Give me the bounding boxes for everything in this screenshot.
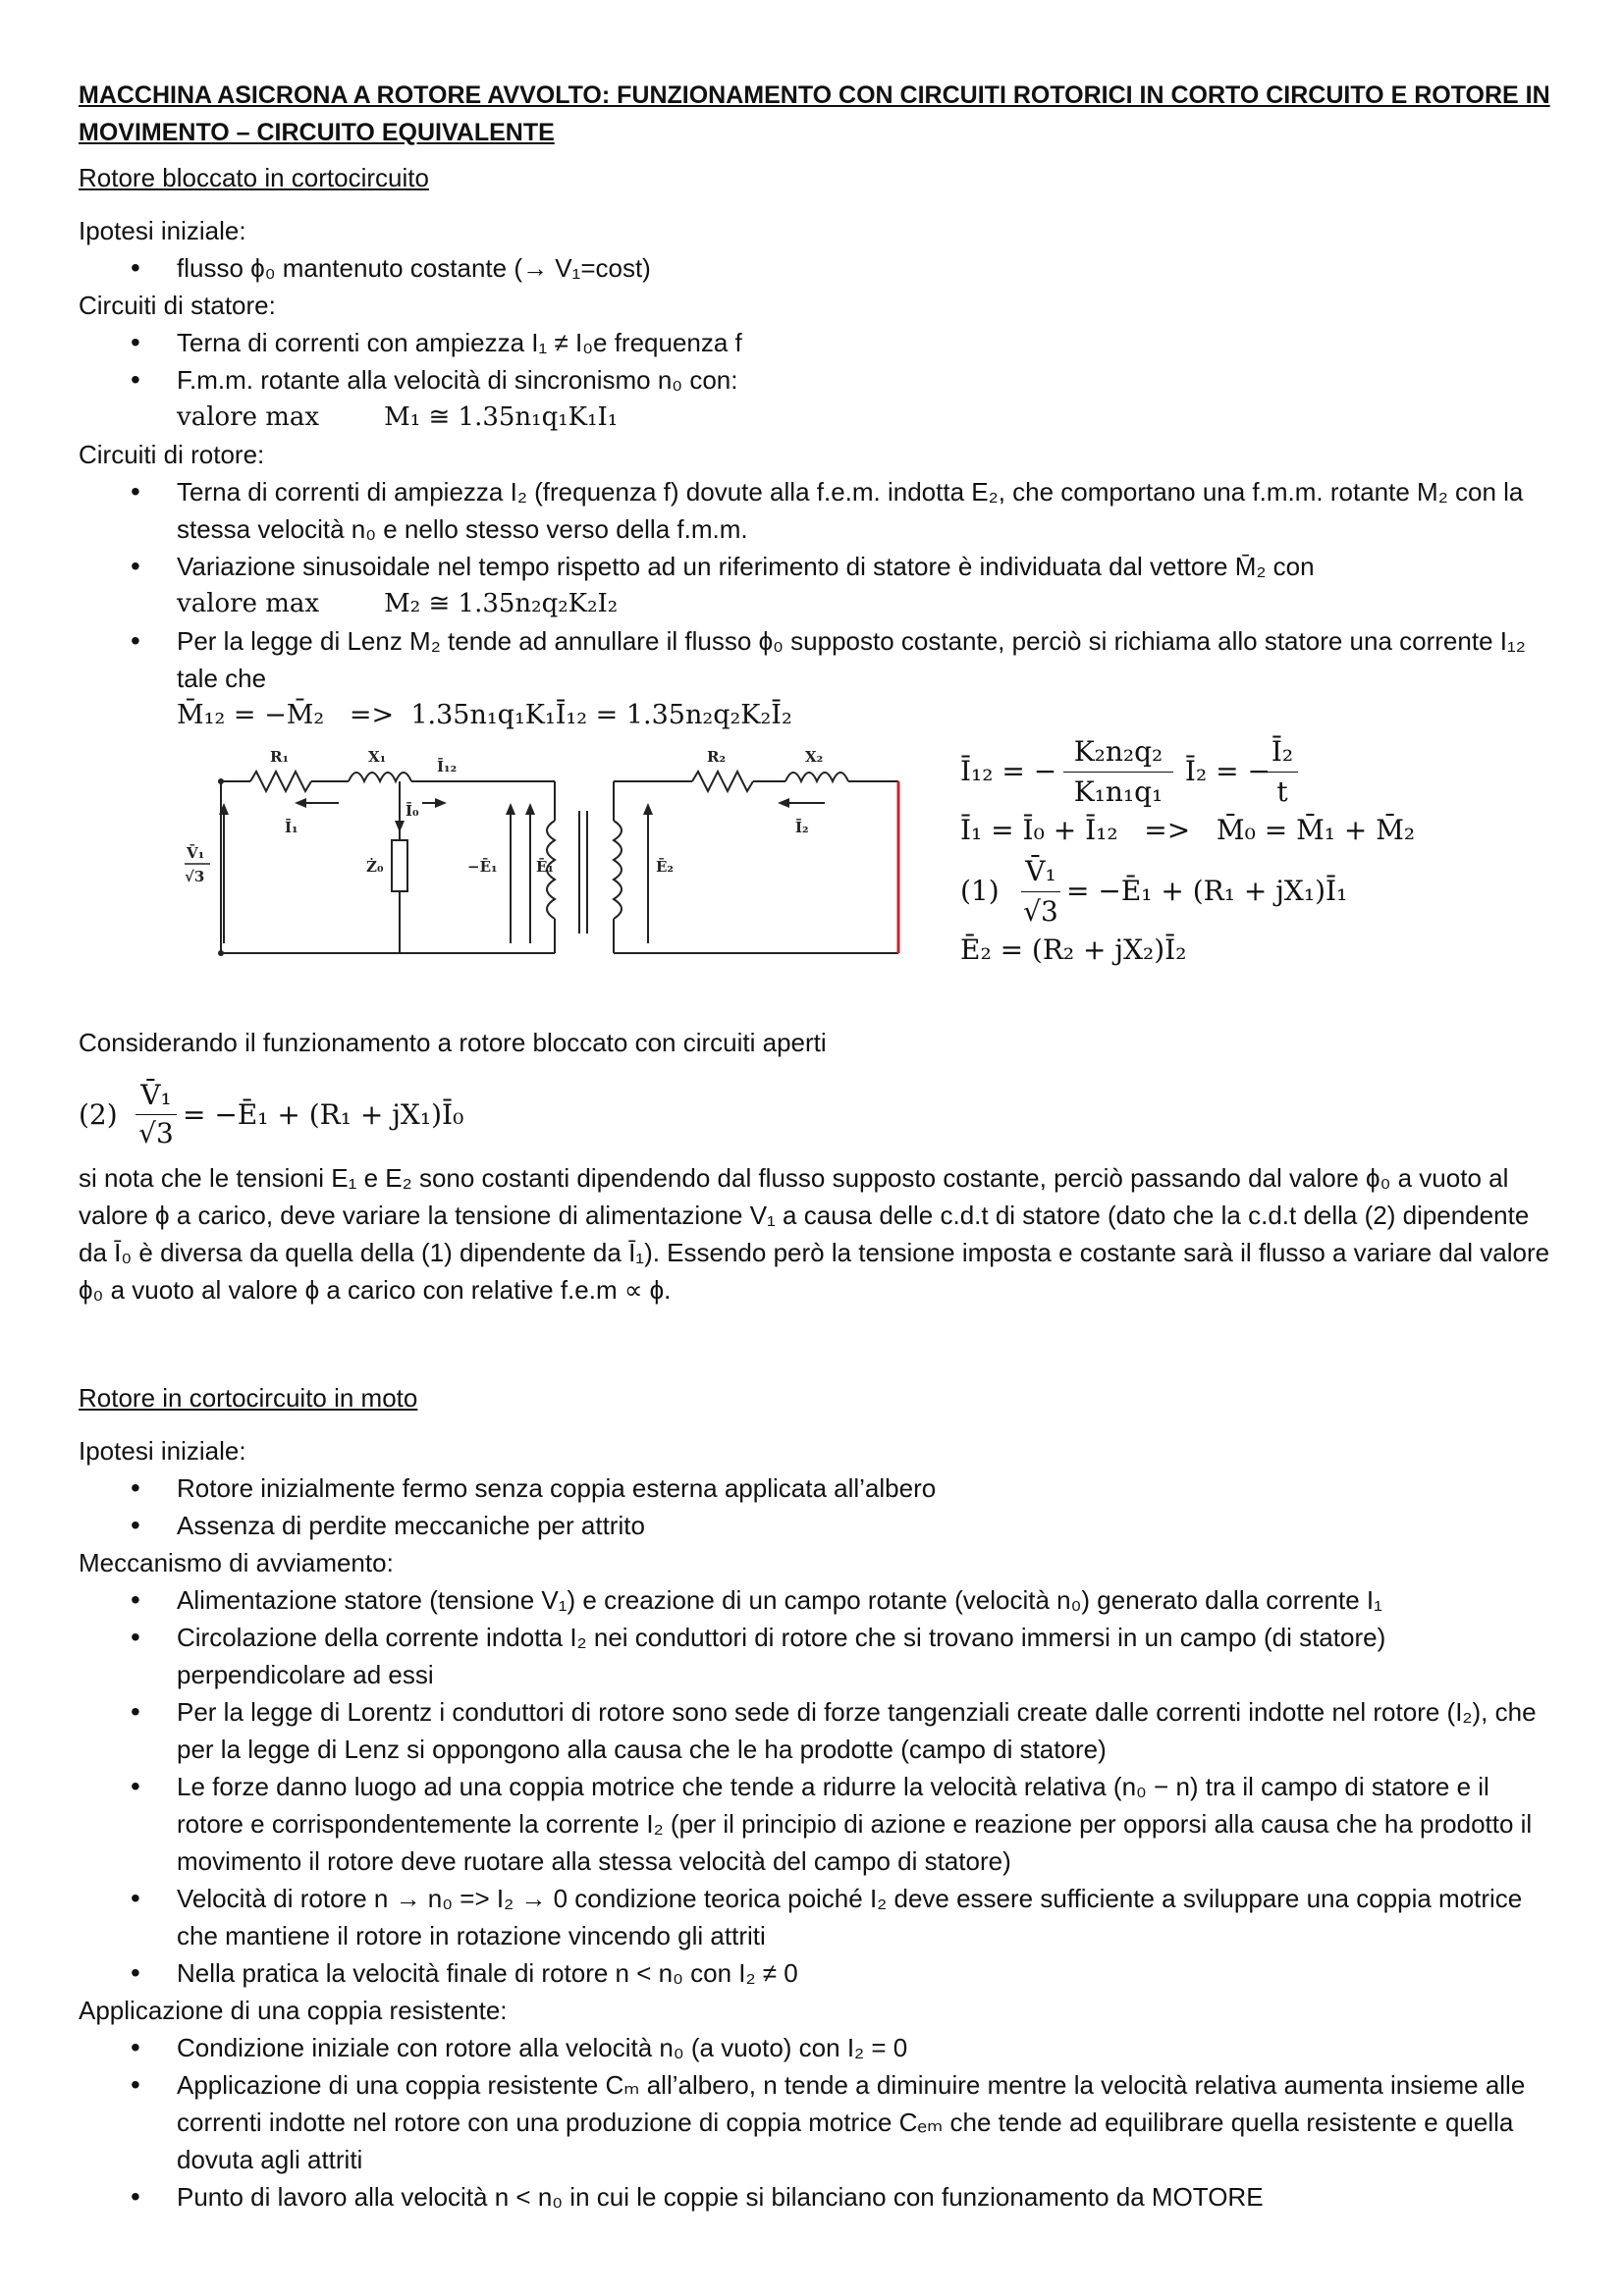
rotor-list bbox=[79, 473, 1551, 585]
equation-2-numerator: V̄₁ bbox=[140, 1079, 172, 1111]
list-item: • Punto di lavoro alla velocità n < n₀ in cui le coppie si bilanciano con funzionamento da MOTORE bbox=[79, 2178, 1551, 2216]
list-item: • Assenza di perdite meccaniche per attrito bbox=[79, 1507, 1551, 1544]
list-item: • Nella pratica la velocità finale di rotore n < n₀ con I₂ ≠ 0 bbox=[79, 1954, 1551, 1992]
list-item: • Applicazione di una coppia resistente Cₘ all’albero, n tende a diminuire mentre la velocità relativa aumenta insieme alle correnti indotte nel rotore con una produzione di coppia motrice Cₑₘ che tende ad equilibrare quella resistente e quella dovuta agli attriti bbox=[79, 2066, 1551, 2178]
equation-2-denominator: √3 bbox=[135, 1114, 177, 1152]
stator-list bbox=[79, 324, 1551, 399]
rotor-max-value: valore max M₂ ≅ 1.35n₂q₂K₂I₂ bbox=[177, 589, 619, 618]
list-item: • Per la legge di Lenz M₂ tende ad annullare il flusso ϕ₀ supposto costante, perciò si richiama allo statore una corrente I₁₂ tale che bbox=[79, 622, 1551, 697]
label-r2: R₂ bbox=[707, 748, 727, 766]
i12-denominator-2: t bbox=[1267, 772, 1298, 812]
equation-1-tag: (1) bbox=[960, 875, 1000, 907]
startup-label: Meccanismo di avviamento: bbox=[79, 1548, 394, 1577]
label-v1-num: V̄₁ bbox=[187, 844, 205, 862]
section-heading-blocked-rotor: Rotore bloccato in cortocircuito bbox=[79, 163, 429, 192]
label-r1: R₁ bbox=[270, 748, 290, 766]
i1-equation: Ī₁ = Ī₀ + Ī₁₂ => M̄₀ = M̄₁ + M̄₂ bbox=[960, 814, 1416, 846]
hypothesis-list-2 bbox=[79, 1469, 1551, 1544]
list-item: • Variazione sinusoidale nel tempo rispetto ad un riferimento di statore è individuata dal vettore M̄₂ con bbox=[79, 548, 1551, 585]
rotor-list-continued bbox=[79, 622, 1551, 697]
document-page bbox=[79, 77, 1551, 2216]
equation-1-numerator: V̄₁ bbox=[1025, 855, 1056, 887]
label-x2: X₂ bbox=[805, 748, 824, 766]
label-e1: Ē₁ bbox=[536, 858, 555, 876]
hypothesis-label: Ipotesi iniziale: bbox=[79, 216, 246, 245]
list-item: • Condizione iniziale con rotore alla velocità n₀ (a vuoto) con I₂ = 0 bbox=[79, 2029, 1551, 2066]
load-torque-label: Applicazione di una coppia resistente: bbox=[79, 1996, 508, 2025]
circuit-and-equations bbox=[79, 734, 1551, 1024]
label-i0: Ī₀ bbox=[406, 802, 419, 820]
list-item: • Alimentazione statore (tensione V₁) e creazione di un campo rotante (velocità n₀) generato dalla corrente I₁ bbox=[79, 1581, 1551, 1619]
list-item: • Terna di correnti con ampiezza I₁ ≠ I₀e frequenza f bbox=[79, 324, 1551, 361]
list-item: • Rotore inizialmente fermo senza coppia esterna applicata all’albero bbox=[79, 1469, 1551, 1507]
list-item: • Per la legge di Lorentz i conduttori di rotore sono sede di forze tangenziali create dalle correnti indotte nel rotore (I₂), che per la legge di Lenz si oppongono alla causa che le ha prodotte (campo di statore) bbox=[79, 1693, 1551, 1768]
label-v1-den: √3 bbox=[185, 868, 205, 885]
list-item: • flusso ϕ₀ mantenuto costante (→ V₁=cost) bbox=[79, 249, 1551, 287]
equation-1 bbox=[960, 850, 1415, 931]
e2-equation: Ē₂ = (R₂ + jX₂)Ī₂ bbox=[960, 934, 1187, 966]
load-torque-list bbox=[79, 2029, 1551, 2216]
section-heading-moving-rotor: Rotore in cortocircuito in moto bbox=[79, 1383, 418, 1413]
i12-lhs: Ī₁₂ = − bbox=[960, 755, 1057, 787]
rotor-label: Circuiti di rotore: bbox=[79, 440, 265, 469]
explanation-paragraph: si nota che le tensioni E₁ e E₂ sono costanti dipendendo dal flusso supposto costante, perciò passando dal valore ϕ₀ a vuoto al valore ϕ a carico, deve variare la tensione di alimentazione V₁ a causa delle c.d.t di statore (dato che la c.d.t della (2) dipendente da Ī₀ è diversa da quella della (1) dipendente da Ī₁). Essendo però la tensione imposta e costante sarà il flusso a variare dal valore ϕ₀ a vuoto al valore ϕ a carico con relative f.e.m ∝ ϕ. bbox=[79, 1163, 1550, 1305]
list-item: • Velocità di rotore n → n₀ => I₂ → 0 condizione teorica poiché I₂ deve essere sufficiente a sviluppare una coppia motrice che mantiene il rotore in rotazione vincendo gli attriti bbox=[79, 1880, 1551, 1954]
circuit-equations bbox=[960, 734, 1415, 970]
hypothesis-list bbox=[79, 249, 1551, 287]
i12-denominator: K₁n₁q₁ bbox=[1063, 772, 1173, 812]
list-item: • Terna di correnti di ampiezza I₂ (frequenza f) dovute alla f.e.m. indotta E₂, che comportano una f.m.m. rotante M₂ con la stessa velocità n₀ e nello stesso verso della f.m.m. bbox=[79, 473, 1551, 548]
i12-mid: Ī₂ = − bbox=[1176, 755, 1271, 787]
lenz-equation: M̄₁₂ = −M̄₂ => 1.35n₁q₁K₁Ī₁₂ = 1.35n₂q₂K₂Ī₂ bbox=[177, 700, 792, 730]
label-e2: Ē₂ bbox=[656, 858, 675, 876]
label-i2: Ī₂ bbox=[795, 819, 809, 836]
list-item: • Le forze danno luogo ad una coppia motrice che tende a ridurre la velocità relativa (n₀ − n) tra il campo di statore e il rotore e corrispondentemente la corrente I₂ (per il principio di azione e reazione per opporsi alla causa che ha prodotto il movimento il rotore deve ruotare alla stessa velocità del campo di statore) bbox=[79, 1768, 1551, 1880]
i12-numerator-2: Ī₂ bbox=[1271, 735, 1294, 768]
document-title: MACCHINA ASICRONA A ROTORE AVVOLTO: FUNZIONAMENTO CON CIRCUITI ROTORICI IN CORTO CIRCUITO E ROTORE IN MOVIMENTO – CIRCUITO EQUIVALENTE bbox=[79, 81, 1550, 146]
list-item: • F.m.m. rotante alla velocità di sincronismo n₀ con: bbox=[79, 361, 1551, 399]
label-x1: X₁ bbox=[368, 748, 387, 766]
label-z0: Ż₀ bbox=[366, 858, 384, 876]
equation-2-rhs: = −Ē₁ + (R₁ + jX₁)Ī₀ bbox=[183, 1098, 464, 1131]
hypothesis-label-2: Ipotesi iniziale: bbox=[79, 1436, 246, 1466]
equation-2-tag: (2) bbox=[79, 1098, 118, 1131]
equation-1-denominator: √3 bbox=[1021, 891, 1060, 932]
stator-max-value: valore max M₁ ≅ 1.35n₁q₁K₁I₁ bbox=[177, 402, 619, 432]
label-minus-e1: −Ē₁ bbox=[467, 858, 498, 876]
label-i12: Ī₁₂ bbox=[437, 758, 458, 775]
startup-list bbox=[79, 1581, 1551, 1992]
list-item: • Circolazione della corrente indotta I₂ nei conduttori di rotore che si trovano immersi in un campo (di statore) perpendicolare ad essi bbox=[79, 1619, 1551, 1693]
equation-1-rhs: = −Ē₁ + (R₁ + jX₁)Ī₁ bbox=[1066, 875, 1348, 907]
open-circuit-text: Considerando il funzionamento a rotore bloccato con circuiti aperti bbox=[79, 1028, 827, 1057]
equivalent-circuit-diagram bbox=[177, 742, 913, 1007]
equation-2 bbox=[79, 1077, 1551, 1149]
i12-equation bbox=[960, 734, 1415, 811]
stator-label: Circuiti di statore: bbox=[79, 291, 276, 320]
i12-numerator: K₂n₂q₂ bbox=[1073, 735, 1163, 768]
label-i1: Ī₁ bbox=[285, 819, 298, 836]
